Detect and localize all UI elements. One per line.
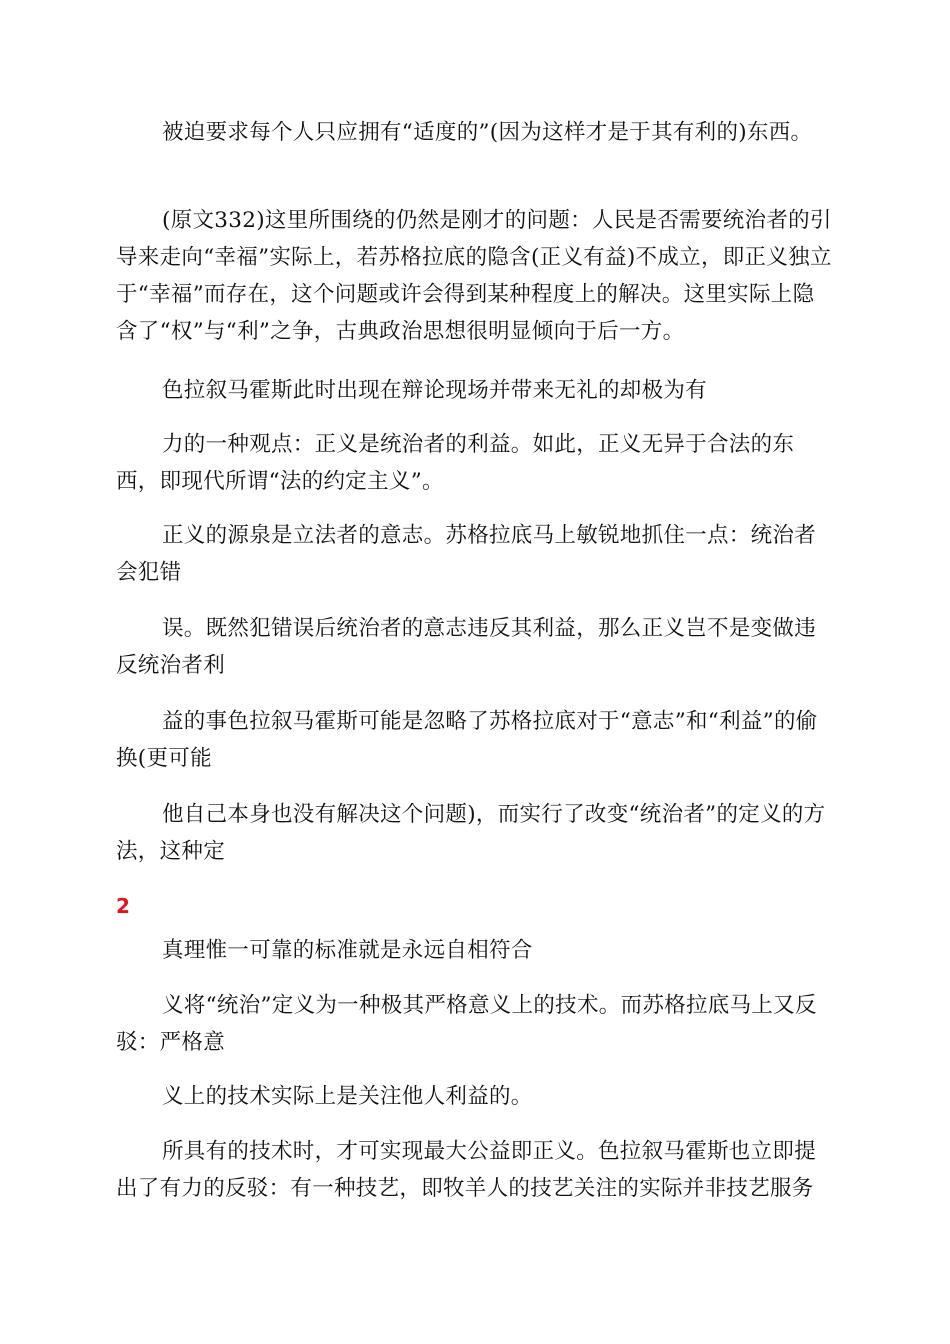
paragraph-4: 力的一种观点：正义是统治者的利益。如此，正义无异于合法的东西，即现代所谓“法的约定主义”。: [116, 432, 795, 494]
paragraph-10: 义将“统治”定义为一种极其严格意义上的技术。而苏格拉底马上又反驳：严格意: [116, 993, 817, 1055]
paragraph-2: (原文332)这里所围绕的仍然是刚才的问题：人民是否需要统治者的引导来走向“幸福”实际上，若苏格拉底的隐含(正义有益)不成立，即正义独立于“幸福”而存在，这个问题或许会得到某种程度上的解决。这里实际上隐含了“权”与“利”之争，古典政治思想很明显倾向于后一方。: [116, 208, 832, 344]
paragraph-11: 义上的技术实际上是关注他人利益的。: [162, 1084, 533, 1109]
paragraph-1: 被迫要求每个人只应拥有“适度的”(因为这样才是于其有利的)东西。: [162, 120, 813, 145]
paragraph-6: 误。既然犯错误后统治者的意志违反其利益，那么正义岂不是变做违反统治者利: [116, 616, 817, 678]
paragraph-8: 他自己本身也没有解决这个问题)，而实行了改变“统治者”的定义的方法，这种定: [116, 802, 826, 864]
paragraph-9: 真理惟一可靠的标准就是永远自相符合: [162, 938, 533, 963]
paragraph-12: 所具有的技术时，才可实现最大公益即正义。色拉叙马霍斯也立即提出了有力的反驳：有一种技艺，即牧羊人的技艺关注的实际并非技艺服务: [116, 1139, 817, 1201]
paragraph-7: 益的事色拉叙马霍斯可能是忽略了苏格拉底对于“意志”和“利益”的偷换(更可能: [116, 709, 818, 771]
paragraph-3: 色拉叙马霍斯此时出现在辩论现场并带来无礼的却极为有: [162, 378, 708, 403]
page-number: 2: [116, 894, 130, 918]
paragraph-5: 正义的源泉是立法者的意志。苏格拉底马上敏锐地抓住一点：统治者会犯错: [116, 523, 817, 585]
